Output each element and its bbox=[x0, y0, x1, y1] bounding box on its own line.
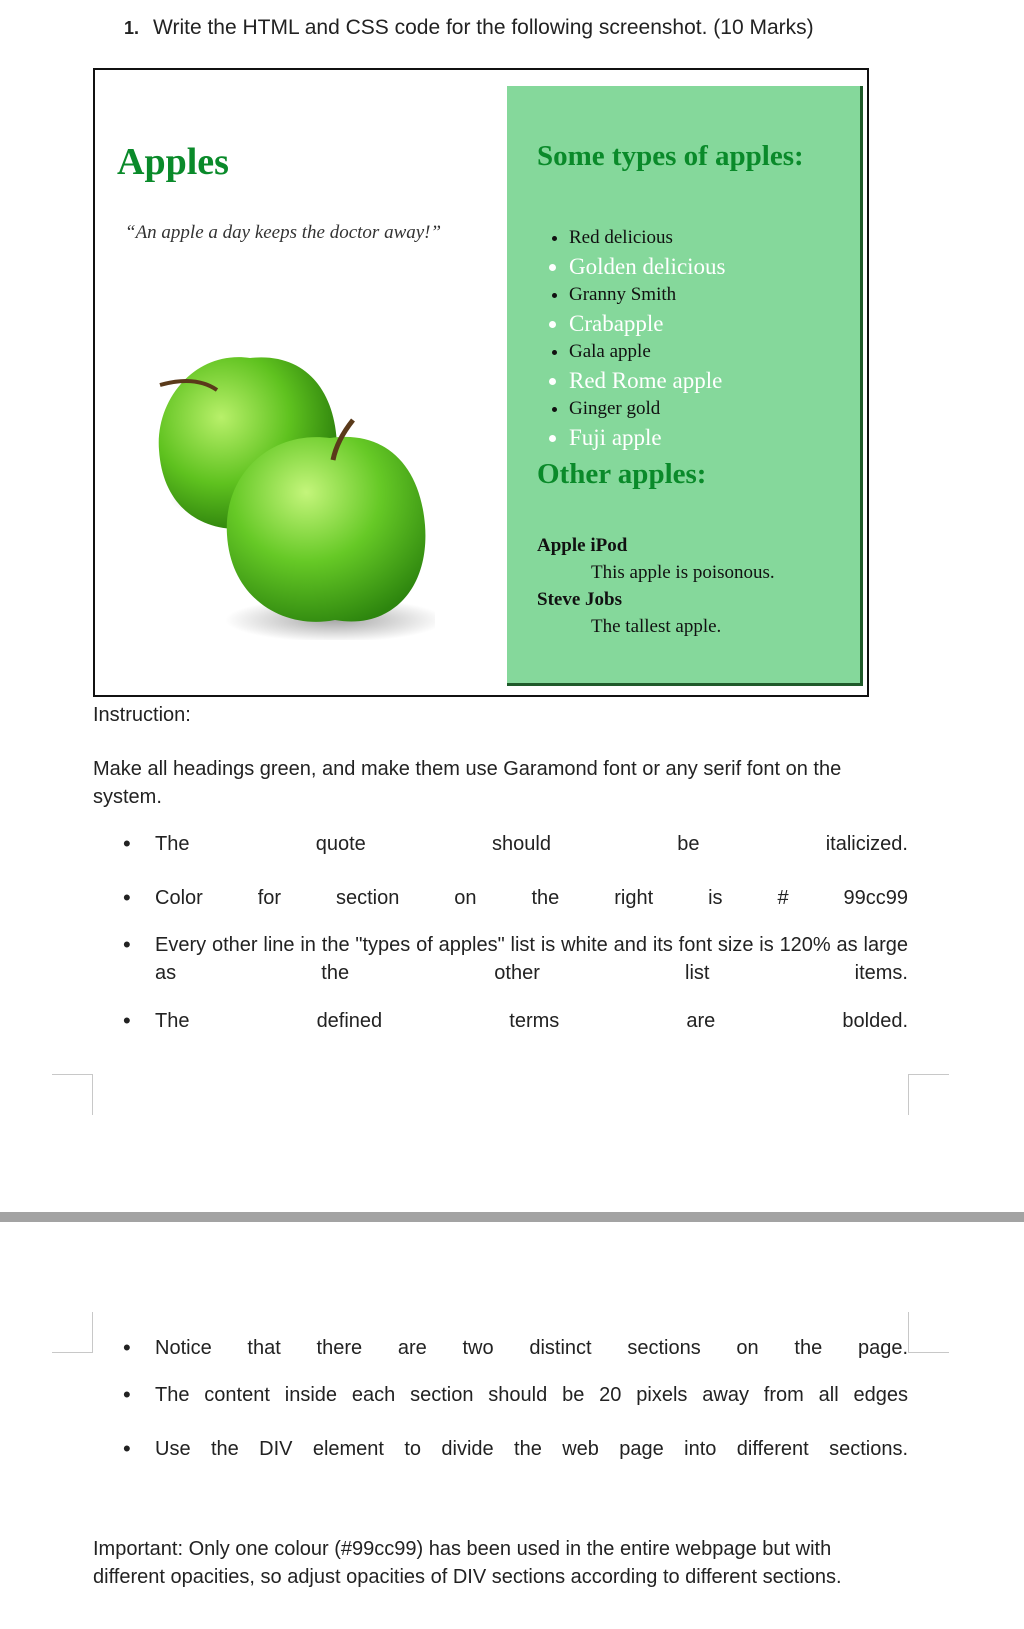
question-text: Write the HTML and CSS code for the following screenshot. (10 Marks) bbox=[153, 16, 814, 39]
definition-list bbox=[537, 532, 775, 640]
list-item: • The quote should be italicized. bbox=[93, 830, 908, 858]
bullet-list bbox=[93, 1334, 908, 1362]
bullet-list bbox=[93, 830, 908, 858]
apple-quote: “An apple a day keeps the doctor away!” bbox=[125, 222, 442, 243]
green-apples-image bbox=[155, 280, 435, 640]
list-item: • Red Rome apple bbox=[569, 366, 726, 395]
embedded-screenshot bbox=[93, 68, 869, 697]
page-separator bbox=[0, 1212, 1024, 1222]
instruction-label: Instruction: bbox=[93, 704, 191, 726]
list-item: • Red delicious bbox=[569, 224, 726, 252]
bullet-list bbox=[93, 931, 908, 987]
bullet-list bbox=[93, 1007, 908, 1035]
question-title bbox=[124, 16, 814, 40]
definition-desc: The tallest apple. bbox=[591, 616, 722, 637]
question-number: 1. bbox=[124, 18, 140, 38]
bullet-list bbox=[93, 1381, 908, 1409]
definition-term: Steve Jobs bbox=[537, 589, 622, 610]
list-item: • Crabapple bbox=[569, 309, 726, 338]
page-crop-mark bbox=[52, 1074, 93, 1115]
page-crop-mark bbox=[908, 1074, 949, 1115]
bullet-list bbox=[93, 884, 908, 912]
definition-term: Apple iPod bbox=[537, 535, 628, 556]
list-item: • Color for section on the right is # 99cc99 bbox=[93, 884, 908, 912]
other-apples-heading: Other apples: bbox=[537, 458, 707, 490]
page-crop-mark bbox=[908, 1312, 949, 1353]
list-item: • Granny Smith bbox=[569, 281, 726, 309]
list-item: • Gala apple bbox=[569, 338, 726, 366]
apples-heading: Apples bbox=[117, 141, 229, 183]
list-item: • Ginger gold bbox=[569, 395, 726, 423]
list-item: • Use the DIV element to divide the web page into different sections. bbox=[93, 1435, 908, 1463]
list-item: • Every other line in the "types of apples" list is white and its font size is 120% as large as the other list items. bbox=[93, 931, 908, 987]
page-crop-mark bbox=[52, 1312, 93, 1353]
list-item: • The defined terms are bolded. bbox=[93, 1007, 908, 1035]
types-heading: Some types of apples: bbox=[537, 140, 804, 172]
list-item: • Notice that there are two distinct sections on the page. bbox=[93, 1334, 908, 1362]
definition-desc: This apple is poisonous. bbox=[591, 562, 775, 583]
list-item: • Fuji apple bbox=[569, 423, 726, 452]
list-item: • Golden delicious bbox=[569, 252, 726, 281]
apple-types-list bbox=[551, 224, 726, 452]
bullet-list bbox=[93, 1435, 908, 1463]
list-item: • The content inside each section should be 20 pixels away from all edges bbox=[93, 1381, 908, 1409]
types-panel bbox=[507, 86, 863, 686]
important-note: Important: Only one colour (#99cc99) has been used in the entire webpage but with different opacities, so adjust opacities of DIV sections according to different sections. bbox=[93, 1538, 842, 1588]
instruction-text: Make all headings green, and make them use Garamond font or any serif font on the system. bbox=[93, 758, 842, 808]
